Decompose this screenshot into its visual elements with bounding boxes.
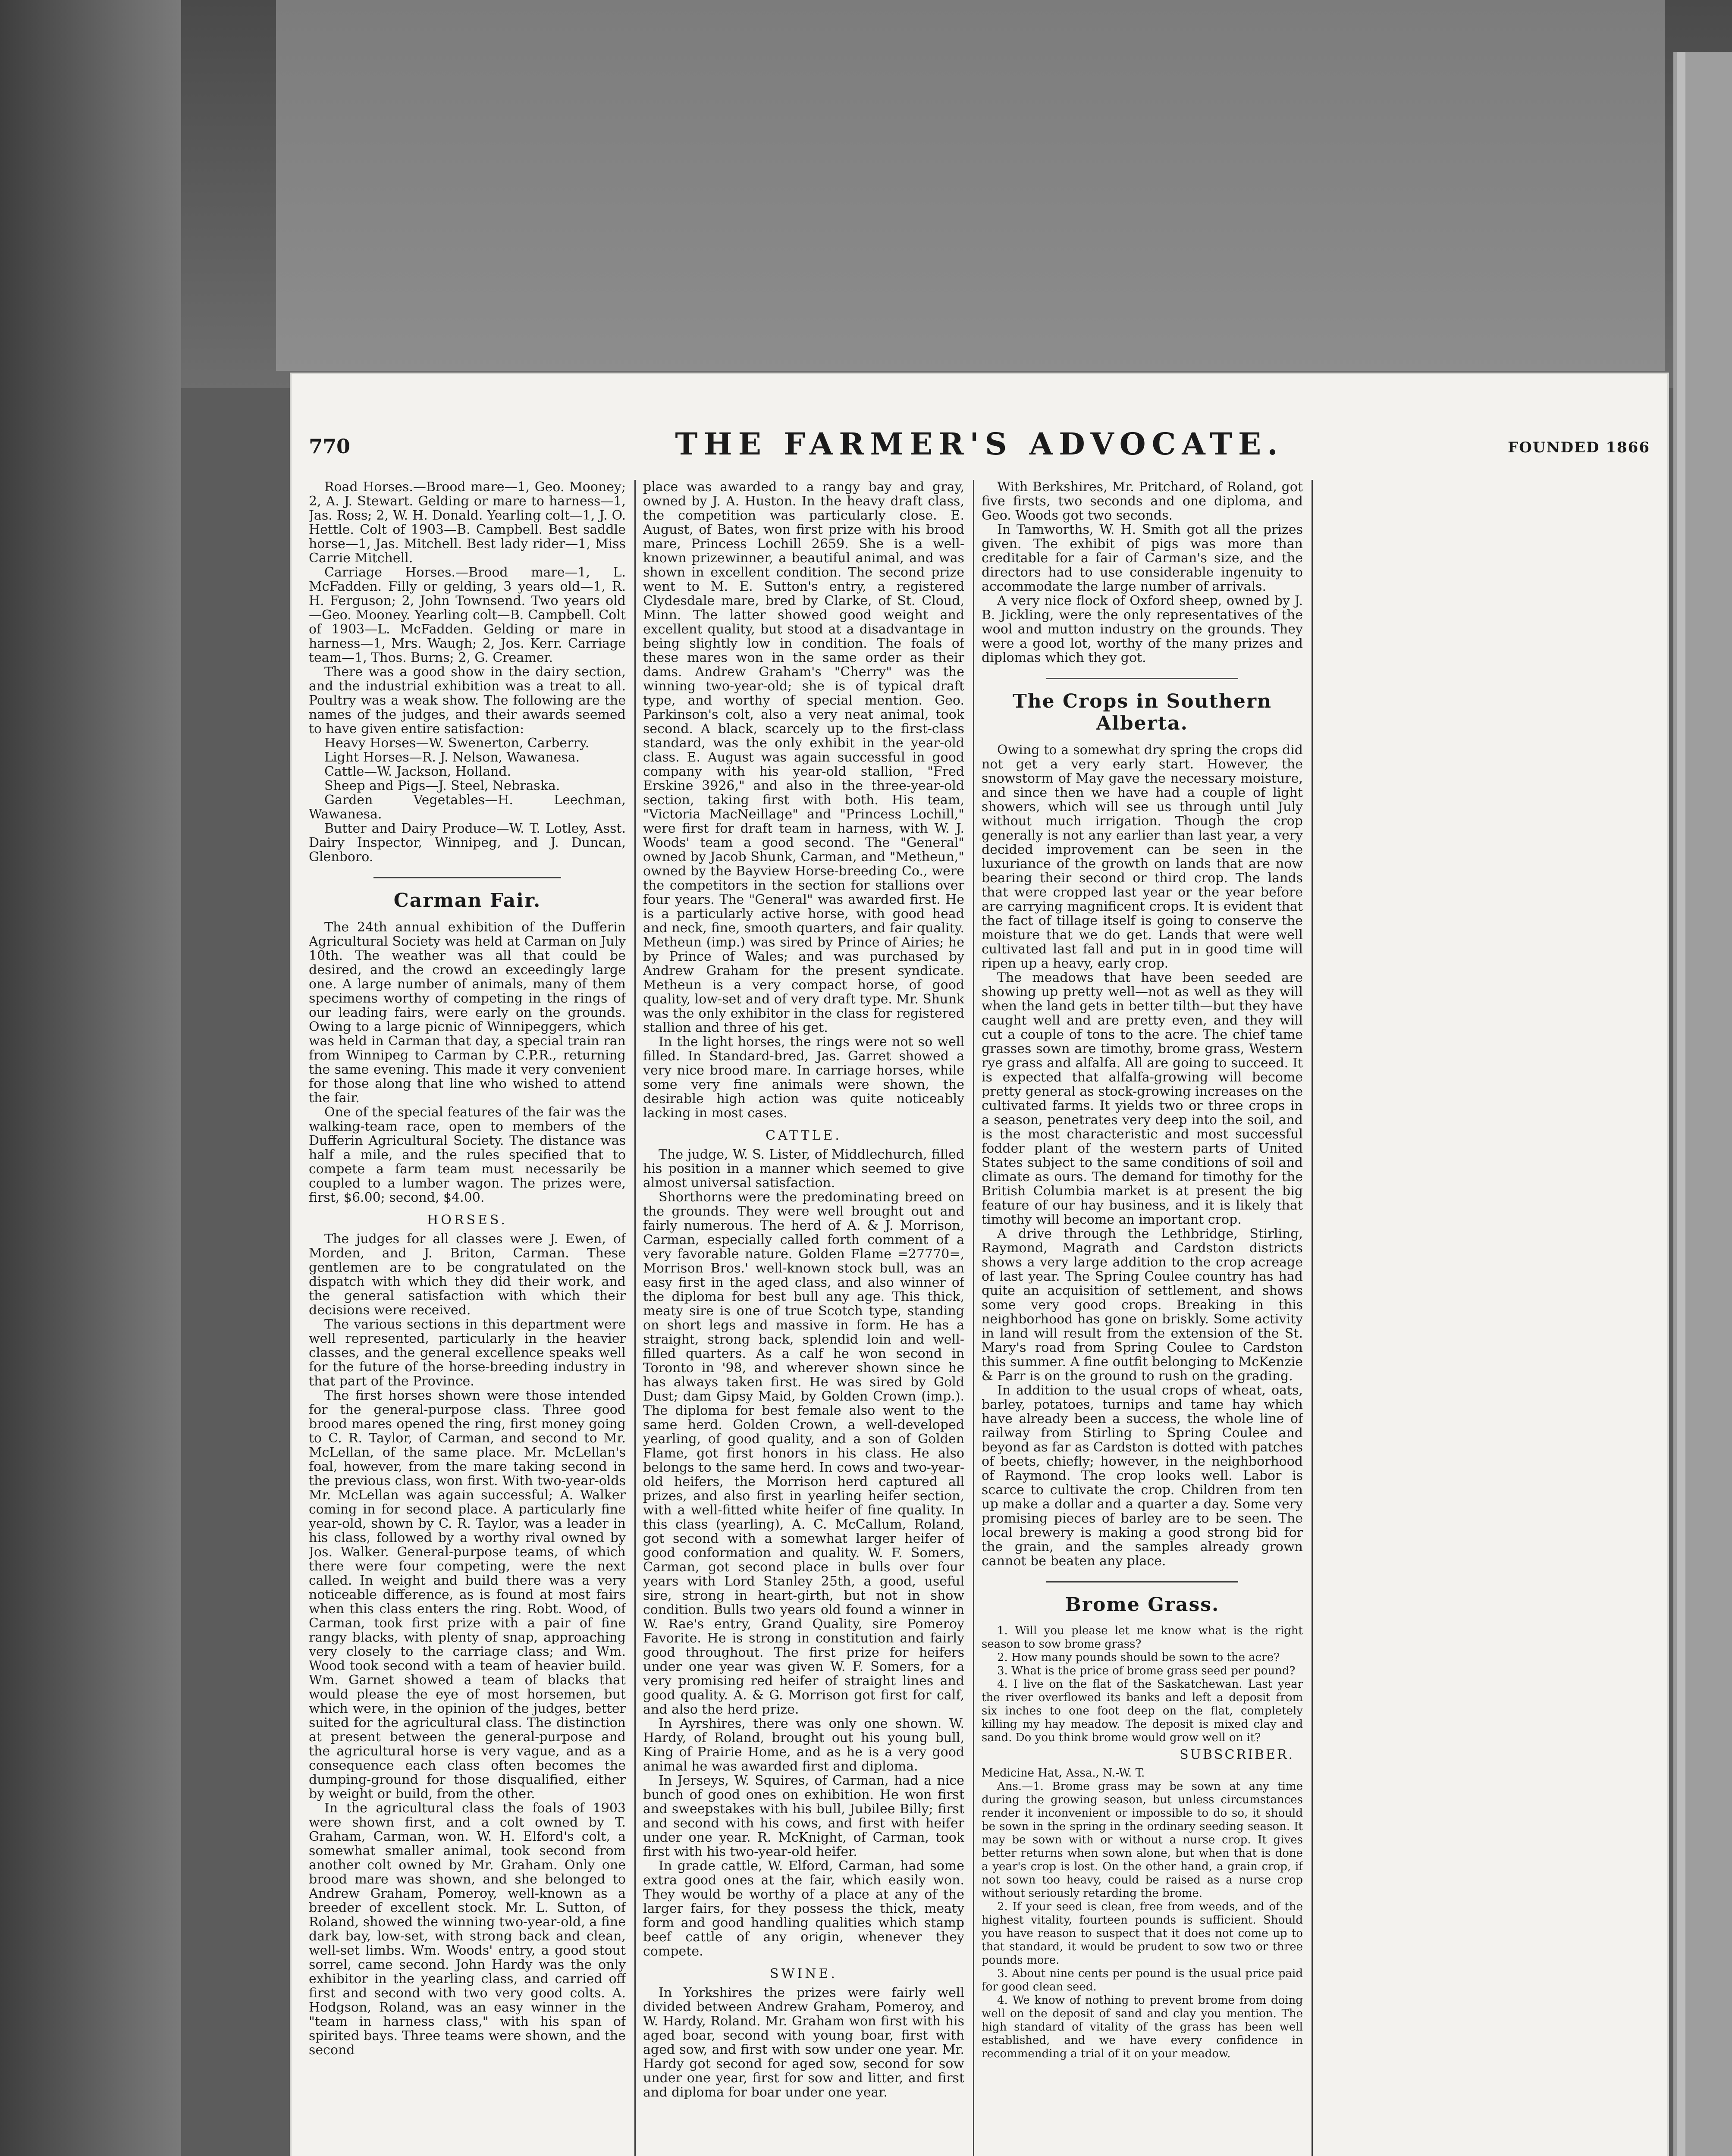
answer-item: 3. About nine cents per pound is the usual price paid for good clean seed. — [982, 1967, 1303, 1993]
alberta-paragraph: A drive through the Lethbridge, Stirling, Raymond, Magrath and Cardston districts shows a very large addition to the crop acreage of last year. The Spring Coulee country has had quite an acquisition of settlement, and shows some very good crops. Breaking in this neighborhood has gone on briskly. Some activity in land will result from the extension of the St. Mary's road from Spring Coulee to Cardston this summer. A fine outfit belonging to McKenzie & Parr is on the ground to rush on the grading. — [982, 1226, 1303, 1384]
column-1 — [309, 480, 626, 2156]
carman-fair-paragraph: One of the special features of the fair was the walking-team race, open to members of the Dufferin Agricultural Society. The distance was half a mile, and the rules specified that to compete a farm team must necessarily be coupled to a lumber wagon. The prizes were, first, $6.00; second, $4.00. — [309, 1105, 626, 1205]
swine-paragraph: In Yorkshires the prizes were fairly well divided between Andrew Graham, Pomeroy, and W. Hardy, Roland. Mr. Graham won first with his aged boar, second with young boar, first with aged sow, and first with sow under one year. Mr. Hardy got second for aged sow, second for sow under one year, first for sow and litter, and first and diploma for boar under one year. — [643, 1985, 964, 2100]
judge-entry: Sheep and Pigs—J. Steel, Nebraska. — [324, 778, 560, 793]
scan-back-sheet — [276, 0, 1665, 371]
cattle-paragraph: Shorthorns were the predominating breed on the grounds. They were well brought out and fairly numerous. The herd of A. & J. Morrison, Carman, especially called forth comment of a very favorable nature. Golden Flame =27770=, Morrison Bros.' well-known stock bull, was an easy first in the aged class, and also winner of the diploma for best bull any age. This thick, meaty sire is one of true Scotch type, standing on short legs and massive in form. He has a straight, strong back, splendid loin and well-filled quarters. As a calf he won second in Toronto in '98, and wherever shown since he has always taken first. He was sired by Gold Dust; dam Gipsy Maid, by Golden Crown (imp.). The diploma for best female also went to the same herd. Golden Crown, a well-developed yearling, of good quality, and a son of Golden Flame, got first honors in his class. He also belongs to the same herd. In cows and two-year-old heifers, the Morrison herd captured all prizes, and also first in yearling heifer section, with a well-fitted white heifer of fine quality. In this class (yearling), A. C. McCallum, Roland, got second with a somewhat larger heifer of good conformation and quality. W. F. Somers, Carman, got second place in bulls over four years with Lord Stanley 25th, a good, useful sire, strong in heart-girth, but not in show condition. Bulls two years old found a winner in W. Rae's entry, Grand Quality, sire Pomeroy Favorite. He is strong in constitution and fairly good throughout. The first prize for heifers under one year was given W. F. Somers, for a very promising red heifer of straight lines and good quality. A. & G. Morrison got first for calf, and also the herd prize. — [643, 1190, 964, 1717]
horses-paragraph: The first horses shown were those intended for the general-purpose class. Three good brood mares opened the ring, first money going to C. R. Taylor, of Carman, and second to Mr. McLellan, of the same place. Mr. McLellan's foal, however, from the mare taking second in the previous class, won first. With two-year-olds Mr. McLellan was again successful; A. Walker coming in for second place. A particularly fine year-old, shown by C. R. Taylor, was a leader in his class, followed by a worthy rival owned by Jos. Walker. General-purpose teams, of which there were four competing, were the next called. In weight and build there was a very noticeable difference, as is found at most fairs when this class enters the ring. Robt. Wood, of Carman, took first prize with a pair of fine rangy blacks, with plenty of snap, approaching very closely to the carriage class; and Wm. Wood took second with a team of heavier build. Wm. Garnet showed a team of blacks that would please the eye of most horsemen, but which were, in the opinion of the judges, better suited for the agricultural class. The distinction at present between the general-purpose and the agricultural horse is very vague, and as a consequence each class often becomes the dumping-ground for those disqualified, either by weight or build, from the other. — [309, 1388, 626, 1802]
judge-entry: Butter and Dairy Produce—W. T. Lotley, Asst. Dairy Inspector, Winnipeg, and J. Duncan, Glenboro. — [309, 821, 626, 865]
brome-answers — [982, 1780, 1303, 2061]
alberta-paragraph: In addition to the usual crops of wheat, oats, barley, potatoes, turnips and tame hay which have already been a success, the whole line of railway from Stirling to Spring Coulee and beyond as far as Cardston is dotted with patches of beets, chiefly; however, in the neighborhood of Raymond. The crop looks well. Labor is scarce to cultivate the crop. Children from ten up make a dollar and a quarter a day. Some very promising pieces of barley are to be seen. The local brewery is making a good strong bid for the grain, and the samples already grown cannot be beaten any place. — [982, 1383, 1303, 1569]
column-divider — [634, 480, 636, 2156]
question-item: 3. What is the price of brome grass seed per pound? — [997, 1664, 1296, 1677]
horses-paragraph: The various sections in this department were well represented, particularly in the heavier classes, and the general excellence speaks well for the future of the horse-breeding industry in that part of the Province. — [309, 1317, 626, 1389]
cattle-subheading: CATTLE. — [766, 1128, 842, 1143]
answer-item: 4. We know of nothing to prevent brome from doing well on the deposit of sand and clay you mention. The high standard of vitality of the grass has been well established, and we have every confidence in recommending a trial of it on your meadow. — [982, 1994, 1303, 2060]
alberta-paragraph: The meadows that have been seeded are showing up pretty well—not as well as they will when the land gets in better tilth—but they have caught well and are pretty even, and they will cut a couple of tons to the acre. The chief tame grasses sown are timothy, brome grass, Western rye grass and alfalfa. All are going to succeed. It is expected that alfalfa-growing will become pretty general as stock-growing increases on the cultivated farms. It yields two or three crops in a season, penetrates very deep into the soil, and is the most characteristic and most successful fodder plant of the western parts of United States subject to the same conditions of soil and climate as ours. The demand for timothy for the British Columbia market is at present the big feature of our hay business, and it is likely that timothy will become an important crop. — [982, 970, 1303, 1227]
answer-item: Ans.—1. Brome grass may be sown at any time during the growing season, but unless circumstances render it inconvenient or impossible to do so, it should be sown in the spring in the ordinary seeding season. It may be sown with or without a nurse crop. It gives better returns when sown alone, but when that is done a year's crop is lost. On the other hand, a grain crop, if not sown too heavy, could be raised as a nurse crop without seriously retarding the brome. — [982, 1780, 1303, 1900]
question-item: 4. I live on the flat of the Saskatchewan. Last year the river overflowed its banks and left a deposit from six inches to one foot deep on the flat, completely killing my hay meadow. The deposit is mixed clay and sand. Do you think brome would grow well on it? — [982, 1678, 1303, 1744]
scan-background-left — [0, 0, 181, 2156]
scan-page-edge — [1677, 52, 1685, 2156]
judge-entry: Garden Vegetables—H. Leechman, Wawanesa. — [309, 793, 626, 822]
founded-label: FOUNDED 1866 — [1508, 439, 1650, 456]
column-4-empty — [1320, 480, 1650, 2156]
column-divider — [1312, 480, 1313, 2156]
carman-fair-paragraph: The 24th annual exhibition of the Dufferin Agricultural Society was held at Carman on July 10th. The weather was all that could be desired, and the crowd an exceedingly large one. A large number of animals, many of them specimens worthy of competing in the rings of our leading fairs, were early on the grounds. Owing to a large picnic of Winnipeggers, which was held in Carman that day, a special train ran from Winnipeg to Carman by C.P.R., returning the same evening. This made it very convenient for those along that line who wished to attend the fair. — [309, 920, 626, 1106]
question-item: 2. How many pounds should be sown to the acre? — [997, 1651, 1280, 1664]
tamworths-paragraph: In Tamworths, W. H. Smith got all the prizes given. The exhibit of pigs was more than creditable for a fair of Carman's size, and the directors had to use considerable ingenuity to accommodate the large number of arrivals. — [982, 522, 1303, 594]
subscriber-signature: SUBSCRIBER. — [1180, 1747, 1294, 1762]
brome-grass-heading: Brome Grass. — [1065, 1594, 1220, 1616]
cattle-paragraph: In grade cattle, W. Elford, Carman, had some extra good ones at the fair, which easily won. They would be worthy of a place at any of the larger fairs, for they possess the thick, meaty form and good handling qualities which stamp beef cattle of any origin, whenever they compete. — [643, 1858, 964, 1959]
section-rule — [1046, 678, 1238, 679]
horses-paragraph: In the agricultural class the foals of 1903 were shown first, and a colt owned by T. Graham, Carman, won. W. H. Elford's colt, a somewhat smaller animal, took second from another colt owned by Mr. Graham. Only one brood mare was shown, and she belonged to Andrew Graham, Pomeroy, well-known as a breeder of excellent stock. Mr. L. Sutton, of Roland, showed the winning two-year-old, a fine dark bay, low-set, with strong back and clean, well-set limbs. Wm. Woods' entry, a good stout sorrel, came second. John Hardy was the only exhibitor in the yearling class, and carried off first and second with two very good colts. A. Hodgson, Roland, was an easy winner in the "team in harness class," with his span of spirited bays. Three teams were shown, and the second — [309, 1801, 626, 2058]
road-horses-results: Road Horses.—Brood mare—1, Geo. Mooney; 2, A. J. Stewart. Gelding or mare to harness—1, Jas. Ross; 2, W. H. Donald. Yearling colt—1, J. O. Hettle. Colt of 1903—B. Campbell. Best saddle horse—1, Jas. Mitchell. Best lady rider—1, Miss Carrie Mitchell. — [309, 480, 626, 566]
cattle-paragraph: In Ayrshires, there was only one shown. W. Hardy, of Roland, brought out his young bull, King of Prairie Home, and as he is a very good animal he was awarded first and diploma. — [643, 1716, 964, 1774]
judge-entry: Light Horses—R. J. Nelson, Wawanesa. — [324, 750, 580, 765]
cattle-paragraph: The judge, W. S. Lister, of Middlechurch, filled his position in a manner which seemed to give almost universal satisfaction. — [643, 1147, 964, 1191]
page-header — [309, 426, 1650, 469]
carman-fair-heading: Carman Fair. — [393, 890, 541, 912]
question-item: 1. Will you please let me know what is the right season to sow brome grass? — [982, 1624, 1303, 1651]
alberta-paragraph: Owing to a somewhat dry spring the crops did not get a very early start. However, the snowstorm of May gave the necessary moisture, and since then we have had a couple of light showers, which will see us through until July without much irrigation. Though the crop generally is not any earlier than last year, a very decided improvement can be seen in the luxuriance of the growth on lands that are now bearing their second or third crop. The lands that were cropped last year or the year before are carrying magnificent crops. It is evident that the fact of tillage itself is going to conserve the moisture that we do get. Lands that were well cultivated last fall and put in in good time will ripen up a heavy, early crop. — [982, 743, 1303, 971]
section-rule — [1046, 1581, 1238, 1583]
judge-entry: Cattle—W. Jackson, Holland. — [324, 764, 511, 779]
brome-questions — [982, 1624, 1303, 1745]
cattle-paragraph: In Jerseys, W. Squires, of Carman, had a nice bunch of good ones on exhibition. He won first and sweepstakes with his bull, Jubilee Billy; first and second with his cows, and first with heifer under one year. R. McKnight, of Carman, took first with his two-year-old heifer. — [643, 1773, 964, 1859]
column-2 — [643, 480, 964, 2156]
masthead-title: THE FARMER'S ADVOCATE. — [675, 426, 1284, 462]
newspaper-page — [292, 374, 1667, 2156]
subscriber-location: Medicine Hat, Assa., N.-W. T. — [982, 1767, 1145, 1780]
horses-subheading: HORSES. — [427, 1213, 508, 1228]
article-columns — [309, 480, 1650, 2156]
page-number: 770 — [309, 435, 351, 458]
answer-item: 2. If your seed is clean, free from weeds, and of the highest vitality, fourteen pounds is sufficient. Should you have reason to suspect that it does not come up to that standard, it would be prudent to sow two or three pounds more. — [982, 1900, 1303, 1967]
column-divider — [973, 480, 974, 2156]
alberta-crops-heading: The Crops in Southern Alberta. — [1012, 690, 1272, 734]
carriage-horses-results: Carriage Horses.—Brood mare—1, L. McFadden. Filly or gelding, 3 years old—1, R. H. Ferguson; 2, John Townsend. Two years old—Geo. Mooney. Yearling colt—B. Campbell. Colt of 1903—L. McFadden. Gelding or mare in harness—1, Mrs. Waugh; 2, Jos. Kerr. Carriage team—1, Thos. Burns; 2, G. Creamer. — [309, 565, 626, 665]
light-horses-paragraph: In the light horses, the rings were not so well filled. In Standard-bred, Jas. Garret showed a very nice brood mare. In carriage horses, while some very fine animals were shown, the desirable high action was quite noticeably lacking in most cases. — [643, 1034, 964, 1121]
sheep-paragraph: A very nice flock of Oxford sheep, owned by J. B. Jickling, were the only representatives of the wool and mutton industry on the grounds. They were a good lot, worthy of the many prizes and diplomas which they got. — [982, 593, 1303, 665]
judge-entry: Heavy Horses—W. Swenerton, Carberry. — [324, 736, 590, 751]
horses-paragraph: The judges for all classes were J. Ewen, of Morden, and J. Briton, Carman. These gentlemen are to be congratulated on the dispatch with which they did their work, and the general satisfaction with which their decisions were received. — [309, 1232, 626, 1318]
heavy-draft-paragraph: place was awarded to a rangy bay and gray, owned by J. A. Huston. In the heavy draft class, the competition was particularly close. E. August, of Bates, won first prize with his brood mare, Princess Lochill 2659. She is a well-known prizewinner, a beautiful animal, and was shown in excellent condition. The second prize went to M. E. Sutton's entry, a registered Clydesdale mare, bred by Clarke, of St. Cloud, Minn. The latter showed good weight and excellent quality, but stood at a disadvantage in being slightly low in condition. The foals of these mares won in the same order as their dams. Andrew Graham's "Cherry" was the winning two-year-old; she is of typical draft type, and worthy of special mention. Geo. Parkinson's colt, also a very neat animal, took second. A black, scarcely up to the first-class standard, was the only exhibit in the year-old class. E. August was again successful in good company with his year-old stallion, "Fred Erskine 3926," and also in the three-year-old section, taking first with both. His team, "Victoria MacNeillage" and "Princess Lochill," were first for draft team in harness, with W. J. Woods' team a good second. The "General" owned by Jacob Shunk, Carman, and "Metheun," owned by the Bayview Horse-breeding Co., were the competitors in the section for stallions over four years. The "General" was awarded first. He is a particularly active horse, with good head and neck, fine, smooth quarters, and fair quality. Metheun (imp.) was sired by Prince of Airies; he by Prince of Wales; and was purchased by Andrew Graham for the present syndicate. Metheun is a very compact horse, of good quality, low-set and of very draft type. Mr. Shunk was the only exhibitor in the class for registered stallion and three of his get. — [643, 480, 964, 1035]
column-3 — [982, 480, 1303, 2156]
swine-subheading: SWINE. — [770, 1966, 838, 1981]
section-rule — [373, 877, 561, 878]
dairy-section-paragraph: There was a good show in the dairy section, and the industrial exhibition was a treat to all. Poultry was a weak show. The following are the names of the judges, and their awards seemed to have given entire satisfaction: — [309, 664, 626, 736]
berkshires-paragraph: With Berkshires, Mr. Pritchard, of Roland, got five firsts, two seconds and one diploma, and Geo. Woods got two seconds. — [982, 480, 1303, 523]
